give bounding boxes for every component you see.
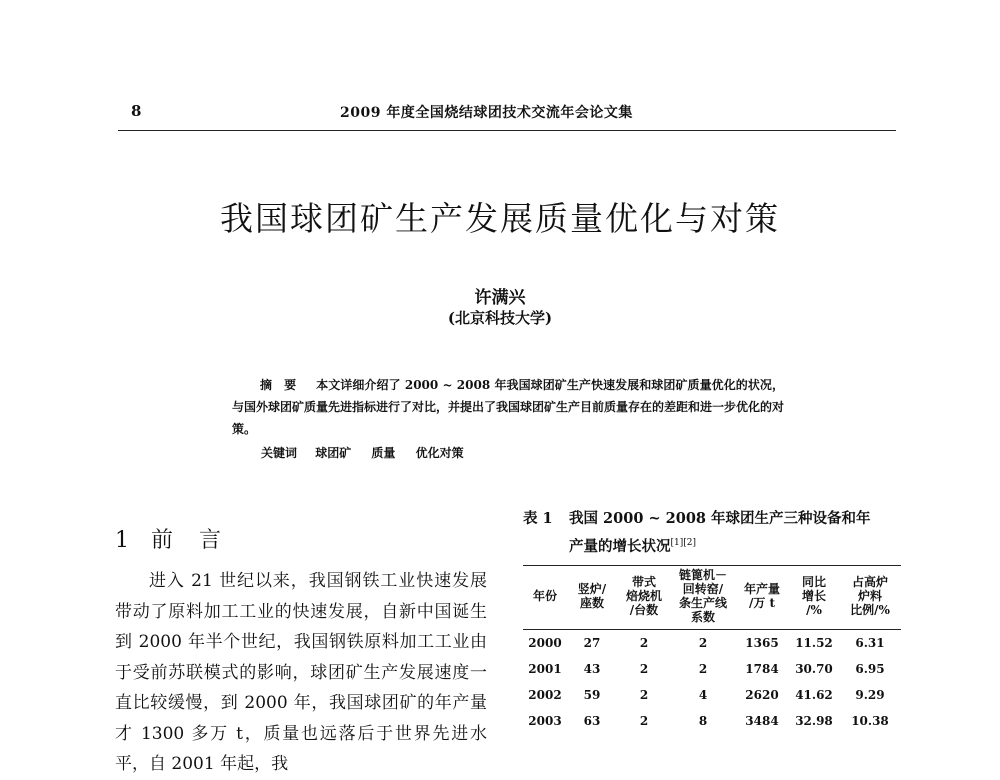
col-header-yoy-growth: 同比 增长 /%: [801, 575, 826, 617]
keywords-label: 关键词: [261, 446, 298, 460]
col-header-grate-kiln: 链篦机－ 回转窑/ 条生产线 系数: [678, 568, 727, 624]
keyword-item: 球团矿: [315, 446, 352, 460]
col-header-annual-output: 年产量 /万 t: [743, 582, 780, 610]
abstract: [232, 374, 784, 440]
table-row: 2002 59 2 4 2620 41.62 9.29: [528, 688, 885, 702]
section-title: 前言: [151, 528, 248, 553]
abstract-text: 本文详细介绍了 2000 ~ 2008 年我国球团矿生产快速发展和球团矿质量优化的状况，与国外球团矿质量先进指标进行了对比，并提出了我国球团矿生产目前质量存在的差距和进一步优化的对策。: [232, 378, 785, 436]
table-caption-line1: 我国 2000 ~ 2008 年球团生产三种设备和年: [569, 510, 871, 527]
running-title: 2009 年度全国烧结球团技术交流年会论文集: [340, 105, 633, 121]
keyword-item: 质量: [371, 446, 396, 460]
table-row: 2003 63 2 8 3484 32.98 10.38: [528, 714, 889, 728]
author-affiliation: (北京科技大学): [447, 309, 553, 327]
table-caption-line2: 产量的增长状况: [569, 537, 671, 555]
data-table: [523, 565, 901, 734]
section-body: 进入 21 世纪以来，我国钢铁工业快速发展带动了原料加工工业的快速发展，自新中国诞生到 2000 年半个世纪，我国钢铁原料加工工业由于受前苏联模式的影响，球团矿生产发展速度一直比较缓慢，到 2000 年，我国球团矿的年产量才 1300 多万 t，质量也远落后于世界先进水平，自 2001 年起，我: [115, 571, 487, 774]
table-label: 表 1: [523, 510, 553, 527]
page-number: 8: [131, 102, 142, 120]
col-header-year: 年份: [532, 589, 557, 603]
section-number: 1: [115, 528, 129, 553]
keyword-item: 优化对策: [415, 446, 464, 460]
table-caption-refs: [1][2]: [670, 538, 696, 548]
author-name: 许满兴: [474, 288, 526, 308]
table-row: 2001 43 2 2 1784 30.70 6.95: [528, 662, 885, 676]
table-caption: [523, 506, 901, 559]
table-header-row: [523, 566, 901, 630]
abstract-label: 摘要: [260, 378, 309, 392]
keywords: [232, 444, 784, 461]
col-header-shaft-furnace: 竖炉/ 座数: [577, 582, 607, 610]
table-row: 2000 27 2 2 1365 11.52 6.31: [528, 636, 885, 650]
col-header-burden-ratio: 占高炉 炉料 比例/%: [850, 575, 890, 617]
section-heading: [115, 523, 247, 554]
col-header-belt-machine: 带式 焙烧机 /台数: [625, 575, 662, 617]
header-rule: [118, 130, 896, 131]
paper-title: 我国球团矿生产发展质量优化与对策: [220, 199, 780, 238]
